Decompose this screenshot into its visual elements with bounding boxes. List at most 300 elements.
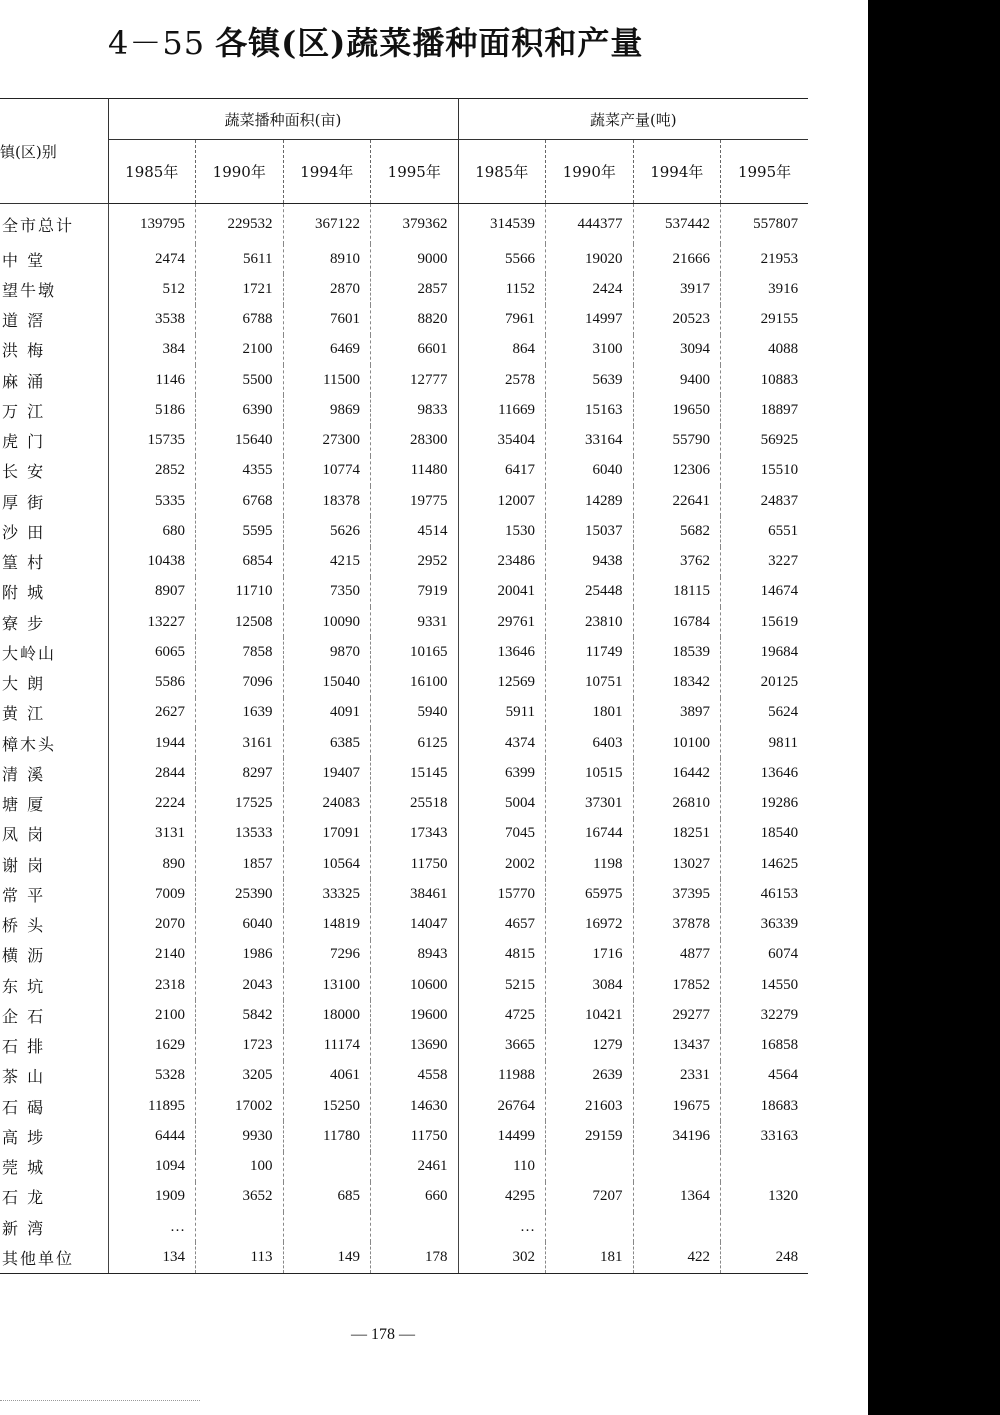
table-cell: 10600 [371, 970, 459, 1000]
table-cell: 18115 [633, 577, 721, 607]
table-cell: 4091 [283, 698, 371, 728]
table-cell: 10564 [283, 849, 371, 879]
table-cell: 2870 [283, 274, 371, 304]
table-cell: 890 [108, 849, 196, 879]
table-row [0, 1212, 808, 1242]
table-cell: 8910 [283, 244, 371, 274]
table-cell: 134 [108, 1242, 196, 1273]
table-cell: 13100 [283, 970, 371, 1000]
table-cell: 22641 [633, 486, 721, 516]
table-cell: 2857 [371, 274, 459, 304]
table-cell [371, 1212, 459, 1242]
table-cell: 5186 [108, 395, 196, 425]
table-row [0, 244, 808, 274]
table-cell: 2844 [108, 758, 196, 788]
table-cell: 444377 [546, 204, 634, 245]
row-name: 横 沥 [2, 946, 46, 966]
table-cell: 1152 [458, 274, 546, 304]
table-cell: 1198 [546, 849, 634, 879]
table-cell: 18897 [721, 395, 809, 425]
table-cell: 537442 [633, 204, 721, 245]
table-cell: 1146 [108, 365, 196, 395]
table-cell: 3762 [633, 547, 721, 577]
table-cell: 23810 [546, 607, 634, 637]
table-row [0, 849, 808, 879]
table-row [0, 970, 808, 1000]
table-body [0, 204, 808, 1274]
year-header: 1994年 [283, 140, 371, 204]
table-cell: 2627 [108, 698, 196, 728]
table-cell [721, 1152, 809, 1182]
table-cell: 15640 [196, 426, 284, 456]
table-cell: 2318 [108, 970, 196, 1000]
table-cell: 17852 [633, 970, 721, 1000]
row-name: 企 石 [2, 1006, 46, 1026]
table-cell: 19407 [283, 758, 371, 788]
table-cell: 19020 [546, 244, 634, 274]
table-cell: 2331 [633, 1061, 721, 1091]
table-cell: 1530 [458, 516, 546, 546]
table-cell: 11780 [283, 1121, 371, 1151]
table-cell: 3897 [633, 698, 721, 728]
table-row [0, 335, 808, 365]
table-cell: 13690 [371, 1031, 459, 1061]
row-name: 望牛墩 [2, 280, 57, 300]
table-cell: 4061 [283, 1061, 371, 1091]
table-cell: 20041 [458, 577, 546, 607]
table-cell: 2578 [458, 365, 546, 395]
table-cell: 18540 [721, 819, 809, 849]
table-cell: 5335 [108, 486, 196, 516]
table-cell: 100 [196, 1152, 284, 1182]
table-cell: 12306 [633, 456, 721, 486]
table-cell: 16784 [633, 607, 721, 637]
group-header-area: 蔬菜播种面积(亩) [108, 99, 458, 140]
table-cell: 36339 [721, 910, 809, 940]
table-cell: 13646 [721, 758, 809, 788]
row-name: 樟木头 [2, 734, 57, 754]
table-cell: 1944 [108, 728, 196, 758]
table-cell: 1629 [108, 1031, 196, 1061]
table-cell: 2043 [196, 970, 284, 1000]
table-cell: 4514 [371, 516, 459, 546]
table-cell: 14499 [458, 1121, 546, 1151]
table-cell: 9331 [371, 607, 459, 637]
table-cell: 13437 [633, 1031, 721, 1061]
table-cell: 19684 [721, 637, 809, 667]
table-cell: 11750 [371, 1121, 459, 1151]
table-cell: 2140 [108, 940, 196, 970]
table-cell: 512 [108, 274, 196, 304]
table-cell: 384 [108, 335, 196, 365]
table-cell: 3538 [108, 305, 196, 335]
table-cell: 18683 [721, 1091, 809, 1121]
row-name: 高 埗 [2, 1127, 46, 1147]
table-row [0, 879, 808, 909]
table-cell: 15735 [108, 426, 196, 456]
table-cell: 248 [721, 1242, 809, 1273]
table-cell: 6065 [108, 637, 196, 667]
table-cell: 302 [458, 1242, 546, 1273]
table-cell: 1364 [633, 1182, 721, 1212]
table-cell: 9000 [371, 244, 459, 274]
table-cell: 19600 [371, 1000, 459, 1030]
table-cell [283, 1152, 371, 1182]
table-cell: 3100 [546, 335, 634, 365]
table-cell: 2952 [371, 547, 459, 577]
table-cell: 29155 [721, 305, 809, 335]
table-cell: 11750 [371, 849, 459, 879]
table-cell: 6125 [371, 728, 459, 758]
row-name: 附 城 [2, 583, 46, 603]
row-name: 其他单位 [0, 1242, 108, 1273]
row-name: 道 滘 [2, 311, 46, 331]
table-cell: 2002 [458, 849, 546, 879]
table-cell: 2100 [108, 1000, 196, 1030]
table-row [0, 940, 808, 970]
table-cell: 11895 [108, 1091, 196, 1121]
table-row [0, 668, 808, 698]
table-cell: 15770 [458, 879, 546, 909]
table-row [0, 204, 808, 245]
table-cell: 113 [196, 1242, 284, 1273]
table-cell: 3084 [546, 970, 634, 1000]
table-cell: 28300 [371, 426, 459, 456]
table-cell: 37878 [633, 910, 721, 940]
table-row [0, 1061, 808, 1091]
table-cell: 660 [371, 1182, 459, 1212]
table-row [0, 637, 808, 667]
table-cell: 7350 [283, 577, 371, 607]
table-cell: 10100 [633, 728, 721, 758]
table-cell: 3652 [196, 1182, 284, 1212]
table-cell: 6854 [196, 547, 284, 577]
table-cell: … [108, 1212, 196, 1242]
row-name: 万 江 [2, 401, 46, 421]
table-cell: 33325 [283, 879, 371, 909]
table-cell: 557807 [721, 204, 809, 245]
row-name: 塘 厦 [2, 795, 46, 815]
table-cell: 14625 [721, 849, 809, 879]
table-cell: 6444 [108, 1121, 196, 1151]
table-cell: 7207 [546, 1182, 634, 1212]
table-cell: 6788 [196, 305, 284, 335]
table-cell: 5940 [371, 698, 459, 728]
table-cell: 7858 [196, 637, 284, 667]
table-cell: 38461 [371, 879, 459, 909]
table-cell: 26810 [633, 789, 721, 819]
table-cell: 4295 [458, 1182, 546, 1212]
row-name: 篁 村 [2, 553, 46, 573]
table-cell: 20523 [633, 305, 721, 335]
year-header: 1990年 [196, 140, 284, 204]
table-cell: 20125 [721, 668, 809, 698]
scan-artifact-line [0, 1400, 200, 1402]
table-cell: 16972 [546, 910, 634, 940]
table-cell: 6040 [546, 456, 634, 486]
table-cell: 9438 [546, 547, 634, 577]
year-header: 1985年 [458, 140, 546, 204]
table-row [0, 789, 808, 819]
table-cell: 6403 [546, 728, 634, 758]
table-cell: 4564 [721, 1061, 809, 1091]
table-cell: 9833 [371, 395, 459, 425]
table-cell: 16442 [633, 758, 721, 788]
table-cell: 139795 [108, 204, 196, 245]
table-cell: 7009 [108, 879, 196, 909]
table-cell: 29159 [546, 1121, 634, 1151]
table-cell: 1986 [196, 940, 284, 970]
table-cell: 18539 [633, 637, 721, 667]
table-cell: 9400 [633, 365, 721, 395]
row-name: 茶 山 [2, 1067, 46, 1087]
table-cell [633, 1212, 721, 1242]
table-cell: 5566 [458, 244, 546, 274]
table-row [0, 910, 808, 940]
table-cell: 2639 [546, 1061, 634, 1091]
table-cell: 25390 [196, 879, 284, 909]
table-cell: 10421 [546, 1000, 634, 1030]
table-cell: 12777 [371, 365, 459, 395]
table-cell: 2070 [108, 910, 196, 940]
table-cell: 5682 [633, 516, 721, 546]
table-cell: 1716 [546, 940, 634, 970]
table-cell: 7296 [283, 940, 371, 970]
table-cell: 3161 [196, 728, 284, 758]
table-cell: 13533 [196, 819, 284, 849]
table-cell: 367122 [283, 204, 371, 245]
table-cell: 14289 [546, 486, 634, 516]
row-name: 清 溪 [2, 764, 46, 784]
row-name: 长 安 [2, 462, 46, 482]
table-cell: 110 [458, 1152, 546, 1182]
table-cell: 33164 [546, 426, 634, 456]
table-cell: 29761 [458, 607, 546, 637]
table-cell: 4725 [458, 1000, 546, 1030]
table-cell: 18000 [283, 1000, 371, 1030]
row-name: 大 朗 [2, 674, 46, 694]
table-cell: 1909 [108, 1182, 196, 1212]
row-name: 石 碣 [2, 1097, 46, 1117]
table-cell: 19286 [721, 789, 809, 819]
table-cell: 16858 [721, 1031, 809, 1061]
row-name: 谢 岗 [2, 855, 46, 875]
table-cell: 1094 [108, 1152, 196, 1182]
table-cell: 181 [546, 1242, 634, 1273]
table-row [0, 607, 808, 637]
table-cell: 65975 [546, 879, 634, 909]
table-cell: 11500 [283, 365, 371, 395]
vegetable-table [0, 98, 808, 1274]
table-cell: 12569 [458, 668, 546, 698]
table-cell: 2852 [108, 456, 196, 486]
table-cell: 7601 [283, 305, 371, 335]
table-cell: 379362 [371, 204, 459, 245]
table-cell: 34196 [633, 1121, 721, 1151]
table-row [0, 698, 808, 728]
table-cell: 2474 [108, 244, 196, 274]
page-number: — 178 — [351, 1326, 415, 1343]
table-cell: 6551 [721, 516, 809, 546]
table-cell: 14819 [283, 910, 371, 940]
table-cell: 8943 [371, 940, 459, 970]
table-cell: 6390 [196, 395, 284, 425]
table-cell: 5611 [196, 244, 284, 274]
table-cell: 7961 [458, 305, 546, 335]
table-cell: 56925 [721, 426, 809, 456]
table-cell: 4815 [458, 940, 546, 970]
table-cell [196, 1212, 284, 1242]
table-cell: 3665 [458, 1031, 546, 1061]
table-cell: 24837 [721, 486, 809, 516]
table-row [0, 1000, 808, 1030]
table-cell: 5595 [196, 516, 284, 546]
table-cell: 21666 [633, 244, 721, 274]
row-name: 凤 岗 [2, 825, 46, 845]
table-cell: 11669 [458, 395, 546, 425]
table-cell: 9870 [283, 637, 371, 667]
table-cell: 25448 [546, 577, 634, 607]
table-cell: 6601 [371, 335, 459, 365]
table-row [0, 486, 808, 516]
table-cell: 10438 [108, 547, 196, 577]
table-cell: 10165 [371, 637, 459, 667]
table-row [0, 516, 808, 546]
table-row [0, 426, 808, 456]
table-row [0, 274, 808, 304]
table-cell: 27300 [283, 426, 371, 456]
table-cell: 1721 [196, 274, 284, 304]
table-cell: 229532 [196, 204, 284, 245]
table-cell: 13227 [108, 607, 196, 637]
row-name: 石 排 [2, 1037, 46, 1057]
table-cell: 11480 [371, 456, 459, 486]
table-cell: 2224 [108, 789, 196, 819]
table-cell: 15250 [283, 1091, 371, 1121]
table-cell: 26764 [458, 1091, 546, 1121]
row-name: 大岭山 [2, 643, 57, 663]
table-cell: 10751 [546, 668, 634, 698]
table-cell: 7919 [371, 577, 459, 607]
table-row [0, 305, 808, 335]
table-cell: 6469 [283, 335, 371, 365]
table-cell: 14674 [721, 577, 809, 607]
table-cell: 3917 [633, 274, 721, 304]
table-cell: 4657 [458, 910, 546, 940]
table-cell: 6399 [458, 758, 546, 788]
table-cell: 6040 [196, 910, 284, 940]
scan-black-edge [868, 0, 1000, 1415]
table-cell [283, 1212, 371, 1242]
table-cell: 55790 [633, 426, 721, 456]
table-cell: 11174 [283, 1031, 371, 1061]
table-title-text: 各镇(区)蔬菜播种面积和产量 [215, 24, 644, 62]
table-cell: 864 [458, 335, 546, 365]
table-cell: 21953 [721, 244, 809, 274]
table-row [0, 758, 808, 788]
table-cell: 15040 [283, 668, 371, 698]
table-cell: 17525 [196, 789, 284, 819]
table-cell [546, 1152, 634, 1182]
row-name: 东 坑 [2, 976, 46, 996]
table-cell: 5586 [108, 668, 196, 698]
table-cell: 4374 [458, 728, 546, 758]
table-cell [633, 1152, 721, 1182]
table-cell: 14630 [371, 1091, 459, 1121]
table-cell: 5328 [108, 1061, 196, 1091]
table-cell: 15510 [721, 456, 809, 486]
table-cell: 3227 [721, 547, 809, 577]
table-cell: 23486 [458, 547, 546, 577]
table-cell: 4355 [196, 456, 284, 486]
group-header-output: 蔬菜产量(吨) [458, 99, 808, 140]
row-name: 虎 门 [2, 432, 46, 452]
table-cell: 18251 [633, 819, 721, 849]
table-cell: 17091 [283, 819, 371, 849]
row-name: 全市总计 [2, 215, 75, 235]
table-cell: 12007 [458, 486, 546, 516]
table-cell: 1723 [196, 1031, 284, 1061]
table-cell: 5842 [196, 1000, 284, 1030]
table-cell: 25518 [371, 789, 459, 819]
row-name: 莞 城 [2, 1158, 46, 1178]
table-cell: 7096 [196, 668, 284, 698]
table-row [0, 547, 808, 577]
table-cell: 4877 [633, 940, 721, 970]
table-cell: 149 [283, 1242, 371, 1273]
table-cell: 18378 [283, 486, 371, 516]
table-cell: 2100 [196, 335, 284, 365]
table-cell: 11749 [546, 637, 634, 667]
row-name: 中 堂 [2, 250, 46, 270]
table-row [0, 728, 808, 758]
table-cell: 5215 [458, 970, 546, 1000]
table-row [0, 1182, 808, 1212]
year-header: 1985年 [108, 140, 196, 204]
year-header: 1995年 [721, 140, 809, 204]
table-cell: 46153 [721, 879, 809, 909]
table-cell: 10883 [721, 365, 809, 395]
table-cell: 685 [283, 1182, 371, 1212]
table-cell: … [458, 1212, 546, 1242]
row-name: 沙 田 [2, 522, 46, 542]
table-cell: 1639 [196, 698, 284, 728]
row-name: 黄 江 [2, 704, 46, 724]
row-name: 寮 步 [2, 613, 46, 633]
table-cell: 5626 [283, 516, 371, 546]
year-header: 1994年 [633, 140, 721, 204]
table-cell: 37395 [633, 879, 721, 909]
table-cell: 1801 [546, 698, 634, 728]
table-cell: 17002 [196, 1091, 284, 1121]
table-cell: 15145 [371, 758, 459, 788]
table-cell: 3916 [721, 274, 809, 304]
page-title [108, 18, 728, 68]
table-cell: 1320 [721, 1182, 809, 1212]
table-cell: 2424 [546, 274, 634, 304]
table-cell: 15163 [546, 395, 634, 425]
table-row [0, 1121, 808, 1151]
table-row [0, 1152, 808, 1182]
table-cell: 18342 [633, 668, 721, 698]
table-cell: 15037 [546, 516, 634, 546]
table-row [0, 456, 808, 486]
table-header [0, 99, 808, 204]
table-row [0, 395, 808, 425]
table-cell: 3205 [196, 1061, 284, 1091]
table-cell: 13027 [633, 849, 721, 879]
table-cell: 19650 [633, 395, 721, 425]
